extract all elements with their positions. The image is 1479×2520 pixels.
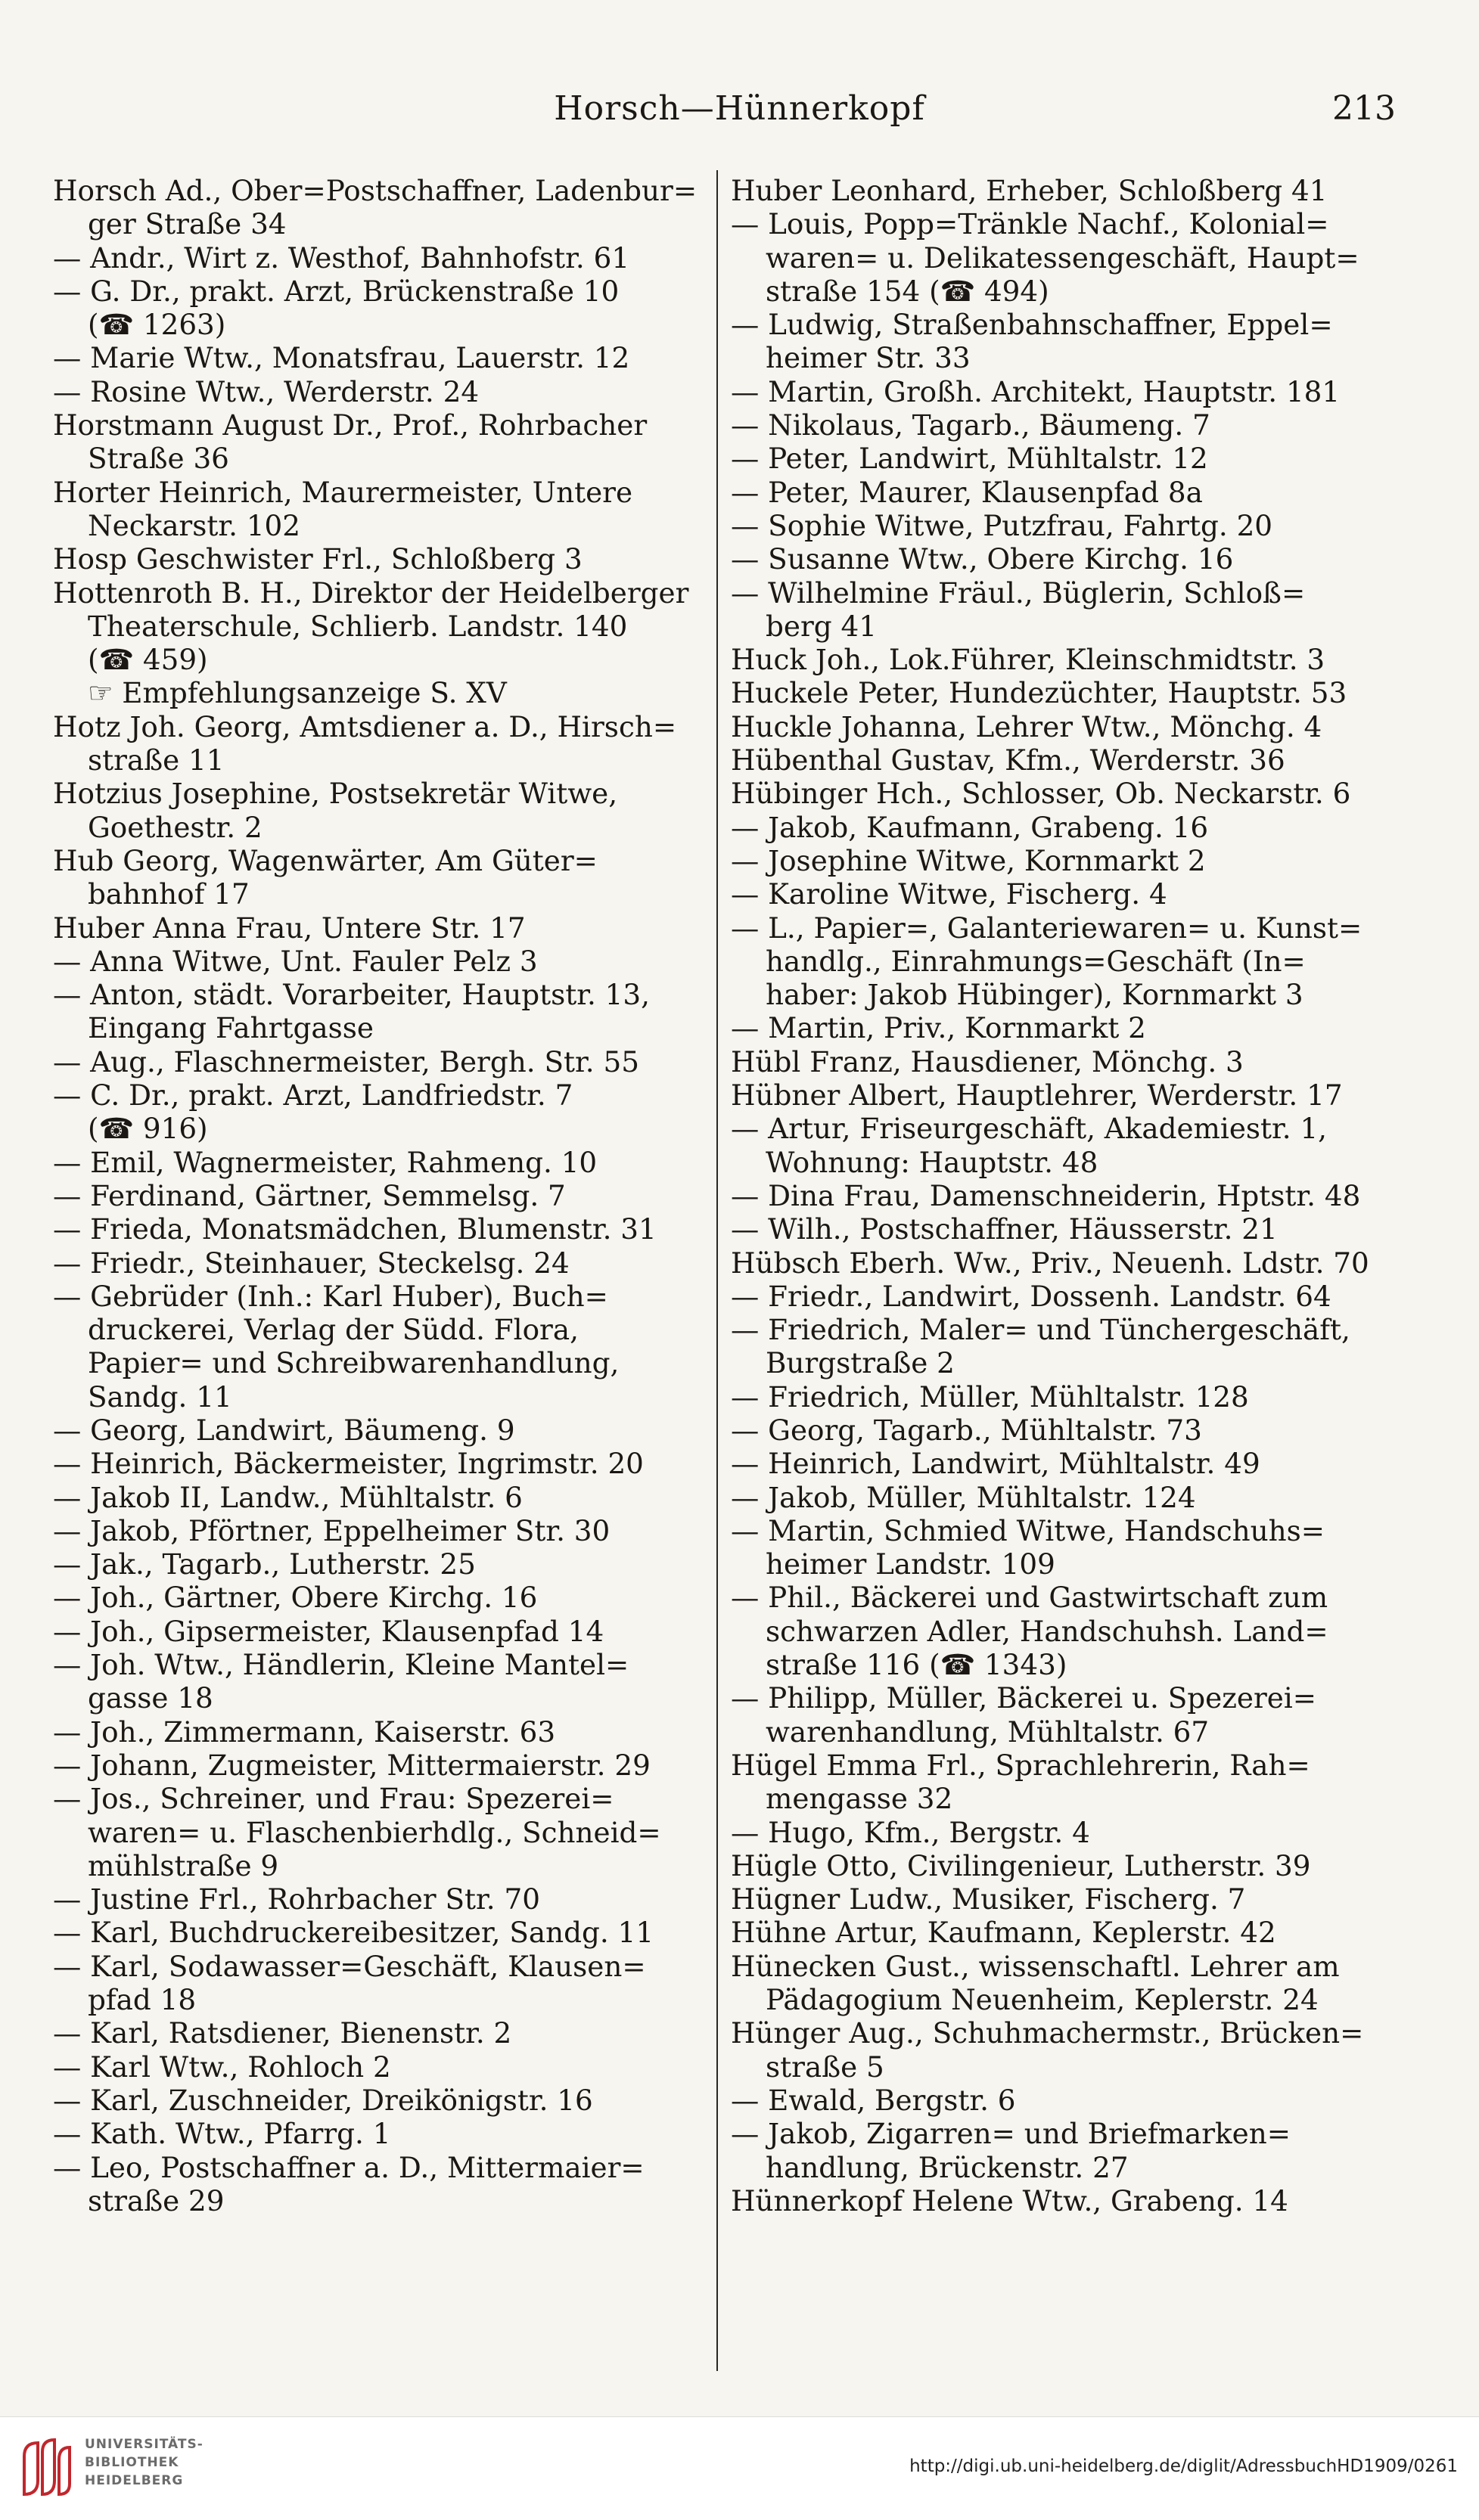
directory-entry-line: Hünecken Gust., wissenschaftl. Lehrer am (731, 1949, 1340, 1983)
directory-entry-line: Theaterschule, Schlierb. Landstr. 140 (88, 609, 628, 643)
directory-entry-line: Horsch Ad., Ober=Postschaffner, Ladenbur= (53, 174, 698, 207)
directory-entry-line: — Jakob, Zigarren= und Briefmarken= (731, 2117, 1291, 2151)
directory-entry-line: Horter Heinrich, Maurermeister, Untere (53, 475, 633, 509)
directory-entry-line: Hübner Albert, Hauptlehrer, Werderstr. 17 (731, 1078, 1343, 1113)
directory-entry-line: Straße 36 (88, 442, 229, 476)
directory-entry-line: — Jos., Schreiner, und Frau: Spezerei= (53, 1782, 614, 1816)
directory-entry-line: druckerei, Verlag der Südd. Flora, (88, 1313, 579, 1347)
directory-entry-line: — Andr., Wirt z. Westhof, Bahnhofstr. 61 (53, 241, 630, 275)
page-number: 213 (1332, 89, 1396, 128)
directory-entry-line: Neckarstr. 102 (88, 508, 301, 542)
directory-entry-line: — Joh., Zimmermann, Kaiserstr. 63 (53, 1715, 556, 1749)
directory-entry-line: berg 41 (766, 609, 877, 643)
directory-entry-line: — Karl, Zuschneider, Dreikönigstr. 16 (53, 2083, 593, 2117)
directory-entry-line: — L., Papier=, Galanteriewaren= u. Kunst= (731, 911, 1362, 945)
directory-entry-line: schwarzen Adler, Handschuhsh. Land= (766, 1614, 1328, 1648)
directory-entry-line: Eingang Fahrtgasse (88, 1011, 374, 1045)
directory-entry-line: — Georg, Tagarb., Mühltalstr. 73 (731, 1413, 1202, 1447)
directory-entry-line: Goethestr. 2 (88, 810, 263, 844)
directory-entry-line: — Phil., Bäckerei und Gastwirtschaft zum (731, 1581, 1328, 1615)
directory-entry-line: straße 154 (☎ 494) (766, 274, 1049, 308)
directory-entry-line: Hub Georg, Wagenwärter, Am Güter= (53, 843, 598, 877)
directory-entry-line: — Josephine Witwe, Kornmarkt 2 (731, 843, 1206, 877)
directory-entry-line: — Artur, Friseurgeschäft, Akademiestr. 1, (731, 1112, 1328, 1146)
directory-entry-line: — Joh., Gipsermeister, Klausenpfad 14 (53, 1614, 604, 1648)
column-divider (716, 170, 718, 2371)
directory-entry-line: Sandg. 11 (88, 1379, 232, 1414)
directory-entry-line: Hübenthal Gustav, Kfm., Werderstr. 36 (731, 743, 1285, 777)
directory-entry-line: Hosp Geschwister Frl., Schloßberg 3 (53, 542, 583, 576)
directory-entry-line: — Peter, Landwirt, Mühltalstr. 12 (731, 442, 1208, 476)
left-column (53, 174, 704, 2367)
right-column (731, 174, 1381, 2367)
directory-entry-line: — Friedr., Steinhauer, Steckelsg. 24 (53, 1246, 570, 1280)
directory-entry-line: Hünnerkopf Helene Wtw., Grabeng. 14 (731, 2183, 1288, 2217)
directory-entry-line: — Leo, Postschaffner a. D., Mittermaier= (53, 2150, 645, 2184)
directory-entry-line: handlg., Einrahmungs=Geschäft (In= (766, 944, 1306, 978)
directory-entry-line: Hügel Emma Frl., Sprachlehrerin, Rah= (731, 1748, 1310, 1782)
directory-entry-line: — Jakob, Müller, Mühltalstr. 124 (731, 1480, 1196, 1514)
directory-entry-line: Wohnung: Hauptstr. 48 (766, 1145, 1098, 1179)
directory-entry-line: — Frieda, Monatsmädchen, Blumenstr. 31 (53, 1212, 657, 1246)
directory-entry-line: — Jak., Tagarb., Lutherstr. 25 (53, 1547, 476, 1581)
directory-entry-line: Huber Leonhard, Erheber, Schloßberg 41 (731, 174, 1328, 207)
directory-entry-line: — Friedr., Landwirt, Dossenh. Landstr. 64 (731, 1279, 1331, 1313)
directory-entry-line: — Ludwig, Straßenbahnschaffner, Eppel= (731, 308, 1333, 342)
directory-entry-line: — Gebrüder (Inh.: Karl Huber), Buch= (53, 1279, 608, 1313)
directory-entry-line: — Martin, Schmied Witwe, Handschuhs= (731, 1513, 1325, 1547)
directory-entry-line: — Louis, Popp=Tränkle Nachf., Kolonial= (731, 207, 1329, 241)
directory-entry-line: — Anton, städt. Vorarbeiter, Hauptstr. 13, (53, 978, 650, 1012)
directory-entry-line: Papier= und Schreibwarenhandlung, (88, 1346, 620, 1380)
directory-entry-line: (☎ 459) (88, 643, 208, 677)
directory-entry-line: Hühne Artur, Kaufmann, Keplerstr. 42 (731, 1916, 1276, 1950)
directory-entry-line: Hotzius Josephine, Postsekretär Witwe, (53, 777, 618, 811)
directory-entry-line: — Hugo, Kfm., Bergstr. 4 (731, 1815, 1090, 1849)
directory-entry-line: Hügle Otto, Civilingenieur, Lutherstr. 39 (731, 1848, 1311, 1882)
directory-entry-line: Hotz Joh. Georg, Amtsdiener a. D., Hirsch= (53, 709, 677, 743)
directory-entry-line: — Karoline Witwe, Fischerg. 4 (731, 877, 1167, 911)
directory-entry-line: — Karl, Sodawasser=Geschäft, Klausen= (53, 1949, 646, 1983)
directory-entry-line: — Joh. Wtw., Händlerin, Kleine Mantel= (53, 1648, 629, 1682)
directory-entry-line: — Ferdinand, Gärtner, Semmelsg. 7 (53, 1178, 566, 1212)
directory-entry-line: — Dina Frau, Damenschneiderin, Hptstr. 48 (731, 1178, 1361, 1212)
directory-entry-line: — Heinrich, Bäckermeister, Ingrimstr. 20 (53, 1447, 644, 1481)
directory-entry-line: Huber Anna Frau, Untere Str. 17 (53, 911, 526, 945)
directory-entry-line: Hübinger Hch., Schlosser, Ob. Neckarstr. 6 (731, 777, 1351, 811)
directory-entry-line: bahnhof 17 (88, 877, 250, 911)
directory-entry-line: — G. Dr., prakt. Arzt, Brückenstraße 10 (53, 274, 620, 308)
directory-entry-line: — Ewald, Bergstr. 6 (731, 2083, 1016, 2117)
directory-entry-line: Horstmann August Dr., Prof., Rohrbacher (53, 408, 648, 442)
directory-entry-line: heimer Landstr. 109 (766, 1547, 1055, 1581)
directory-entry-line: mengasse 32 (766, 1782, 953, 1816)
directory-entry-line: handlung, Brückenstr. 27 (766, 2150, 1129, 2184)
directory-entry-line: — Anna Witwe, Unt. Fauler Pelz 3 (53, 944, 538, 978)
logo-text-line: UNIVERSITÄTS- (85, 2437, 204, 2452)
directory-entry-line: pfad 18 (88, 1983, 197, 2017)
directory-entry-line: — Nikolaus, Tagarb., Bäumeng. 7 (731, 408, 1210, 442)
directory-entry-line: — Marie Wtw., Monatsfrau, Lauerstr. 12 (53, 341, 630, 375)
directory-entry-line: haber: Jakob Hübinger), Kornmarkt 3 (766, 978, 1303, 1012)
directory-entry-line: (☎ 916) (88, 1112, 208, 1146)
directory-entry-line: ger Straße 34 (88, 207, 287, 241)
directory-entry-line: — Friedrich, Müller, Mühltalstr. 128 (731, 1379, 1249, 1414)
directory-entry-line: straße 29 (88, 2183, 225, 2217)
directory-entry-line: — Rosine Wtw., Werderstr. 24 (53, 374, 480, 408)
directory-entry-line: — Karl Wtw., Rohloch 2 (53, 2050, 391, 2084)
directory-entry-line: — Susanne Wtw., Obere Kirchg. 16 (731, 542, 1234, 576)
page-header-title: Horsch—Hünnerkopf (554, 89, 925, 128)
source-url-link[interactable]: http://digi.ub.uni-heidelberg.de/diglit/AdressbuchHD1909/0261 (909, 2456, 1458, 2476)
directory-entry-line: — C. Dr., prakt. Arzt, Landfriedstr. 7 (53, 1078, 573, 1113)
directory-entry-line: — Martin, Großh. Architekt, Hauptstr. 181 (731, 374, 1341, 408)
directory-entry-line: heimer Str. 33 (766, 341, 971, 375)
directory-entry-line: — Karl, Ratsdiener, Bienenstr. 2 (53, 2016, 512, 2050)
directory-entry-line: ☞ Empfehlungsanzeige S. XV (88, 676, 507, 710)
directory-entry-line: Hünger Aug., Schuhmachermstr., Brücken= (731, 2016, 1364, 2050)
directory-entry-line: — Aug., Flaschnermeister, Bergh. Str. 55 (53, 1044, 639, 1078)
directory-entry-line: — Peter, Maurer, Klausenpfad 8a (731, 475, 1203, 509)
directory-entry-line: waren= u. Delikatessengeschäft, Haupt= (766, 241, 1359, 275)
directory-entry-line: straße 5 (766, 2050, 884, 2084)
directory-entry-line: Hügner Ludw., Musiker, Fischerg. 7 (731, 1882, 1246, 1916)
directory-entry-line: — Georg, Landwirt, Bäumeng. 9 (53, 1413, 515, 1447)
directory-entry-line: gasse 18 (88, 1681, 213, 1715)
directory-entry-line: Huckle Johanna, Lehrer Wtw., Mönchg. 4 (731, 709, 1322, 743)
directory-entry-line: — Emil, Wagnermeister, Rahmeng. 10 (53, 1145, 598, 1179)
directory-entry-line: — Justine Frl., Rohrbacher Str. 70 (53, 1882, 540, 1916)
directory-entry-line: — Johann, Zugmeister, Mittermaierstr. 29 (53, 1748, 651, 1782)
directory-entry-line: Pädagogium Neuenheim, Keplerstr. 24 (766, 1983, 1319, 2017)
directory-entry-line: warenhandlung, Mühltalstr. 67 (766, 1715, 1210, 1749)
directory-entry-line: — Kath. Wtw., Pfarrg. 1 (53, 2117, 391, 2151)
directory-entry-line: — Joh., Gärtner, Obere Kirchg. 16 (53, 1581, 538, 1615)
directory-entry-line: Huck Joh., Lok.Führer, Kleinschmidtstr. 3 (731, 643, 1325, 677)
directory-entry-line: Hübsch Eberh. Ww., Priv., Neuenh. Ldstr. 70 (731, 1246, 1369, 1280)
directory-entry-line: — Sophie Witwe, Putzfrau, Fahrtg. 20 (731, 508, 1273, 542)
directory-entry-line: — Martin, Priv., Kornmarkt 2 (731, 1011, 1146, 1045)
directory-entry-line: mühlstraße 9 (88, 1848, 279, 1882)
directory-entry-line: — Philipp, Müller, Bäckerei u. Spezerei= (731, 1681, 1317, 1715)
directory-entry-line: — Jakob, Pförtner, Eppelheimer Str. 30 (53, 1513, 611, 1547)
directory-entry-line: — Wilh., Postschaffner, Häusserstr. 21 (731, 1212, 1278, 1246)
directory-entry-line: straße 11 (88, 743, 225, 777)
directory-entry-line: straße 116 (☎ 1343) (766, 1648, 1067, 1682)
directory-entry-line: — Wilhelmine Fräul., Büglerin, Schloß= (731, 576, 1306, 610)
directory-entry-line: — Jakob II, Landw., Mühltalstr. 6 (53, 1480, 523, 1514)
logo-text-line: HEIDELBERG (85, 2473, 184, 2488)
directory-entry-line: — Friedrich, Maler= und Tünchergeschäft, (731, 1313, 1350, 1347)
directory-entry-line: (☎ 1263) (88, 308, 226, 342)
directory-entry-line: Huckele Peter, Hundezüchter, Hauptstr. 53 (731, 676, 1347, 710)
directory-entry-line: — Jakob, Kaufmann, Grabeng. 16 (731, 810, 1209, 844)
directory-entry-line: Hottenroth B. H., Direktor der Heidelberger (53, 576, 689, 610)
directory-entry-line: waren= u. Flaschenbierhdlg., Schneid= (88, 1815, 661, 1849)
directory-entry-line: — Heinrich, Landwirt, Mühltalstr. 49 (731, 1447, 1260, 1481)
logo-text-line: BIBLIOTHEK (85, 2455, 179, 2470)
directory-entry-line: Hübl Franz, Hausdiener, Mönchg. 3 (731, 1044, 1244, 1078)
footer-bar (0, 2416, 1479, 2520)
directory-entry-line: Burgstraße 2 (766, 1346, 955, 1380)
directory-entry-line: — Karl, Buchdruckereibesitzer, Sandg. 11 (53, 1916, 654, 1950)
university-library-logo-icon (17, 2434, 77, 2502)
